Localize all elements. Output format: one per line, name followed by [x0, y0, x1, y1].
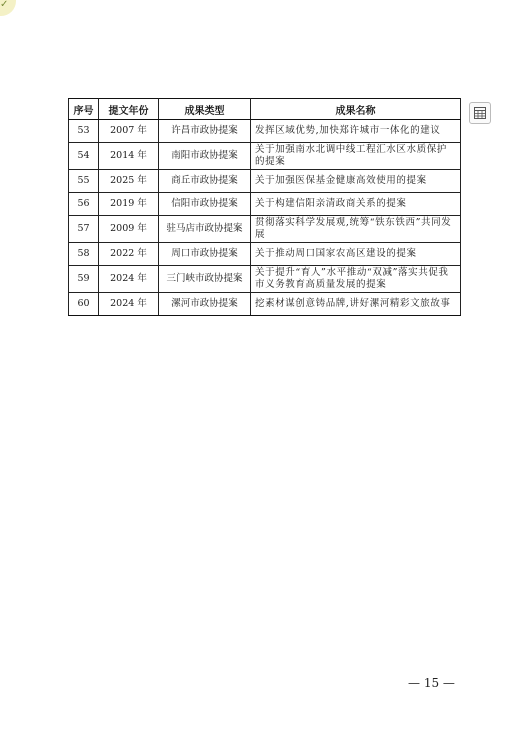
- cell-number: 54: [69, 143, 99, 170]
- table-row: [69, 120, 461, 143]
- cell-type: 南阳市政协提案: [159, 143, 251, 170]
- cell-name: 发挥区域优势,加快郑许城市一体化的建议: [251, 120, 461, 143]
- proposal-table: [68, 98, 461, 316]
- cell-name: 关于构建信阳亲清政商关系的提案: [251, 193, 461, 216]
- cell-number: 53: [69, 120, 99, 143]
- cell-number: 59: [69, 266, 99, 293]
- cell-year: 2009 年: [99, 216, 159, 243]
- cell-name: 关于加强南水北调中线工程汇水区水质保护的提案: [251, 143, 461, 170]
- cell-number: 56: [69, 193, 99, 216]
- check-icon: ✓: [0, 0, 9, 10]
- cell-type: 周口市政协提案: [159, 243, 251, 266]
- cell-name: 关于推动周口国家农高区建设的提案: [251, 243, 461, 266]
- table-icon[interactable]: [469, 102, 491, 124]
- cell-type: 信阳市政协提案: [159, 193, 251, 216]
- header-number: 序号: [69, 99, 99, 120]
- cell-number: 58: [69, 243, 99, 266]
- cell-year: 2007 年: [99, 120, 159, 143]
- cell-year: 2014 年: [99, 143, 159, 170]
- cell-type: 漯河市政协提案: [159, 293, 251, 316]
- cell-type: 驻马店市政协提案: [159, 216, 251, 243]
- table-row: [69, 170, 461, 193]
- cell-type: 三门峡市政协提案: [159, 266, 251, 293]
- table-row: [69, 193, 461, 216]
- cell-year: 2025 年: [99, 170, 159, 193]
- cell-name: 关于提升“育人”水平推动“双减”落实共促我市义务教育高质量发展的提案: [251, 266, 461, 293]
- page-number: — 15 —: [408, 676, 455, 690]
- table-row: [69, 216, 461, 243]
- cell-year: 2022 年: [99, 243, 159, 266]
- table-row: [69, 243, 461, 266]
- cell-number: 60: [69, 293, 99, 316]
- table-row: [69, 293, 461, 316]
- cell-name: 贯彻落实科学发展观,统筹“铁东铁西”共同发展: [251, 216, 461, 243]
- header-year: 提文年份: [99, 99, 159, 120]
- cell-type: 许昌市政协提案: [159, 120, 251, 143]
- cell-year: 2024 年: [99, 266, 159, 293]
- cell-type: 商丘市政协提案: [159, 170, 251, 193]
- table-row: [69, 266, 461, 293]
- header-type: 成果类型: [159, 99, 251, 120]
- cell-year: 2019 年: [99, 193, 159, 216]
- table-header-row: [69, 99, 461, 120]
- header-name: 成果名称: [251, 99, 461, 120]
- cell-name: 挖素材谋创意铸品牌,讲好漯河精彩文旅故事: [251, 293, 461, 316]
- cell-name: 关于加强医保基金健康高效使用的提案: [251, 170, 461, 193]
- cell-year: 2024 年: [99, 293, 159, 316]
- cell-number: 57: [69, 216, 99, 243]
- cell-number: 55: [69, 170, 99, 193]
- table-row: [69, 143, 461, 170]
